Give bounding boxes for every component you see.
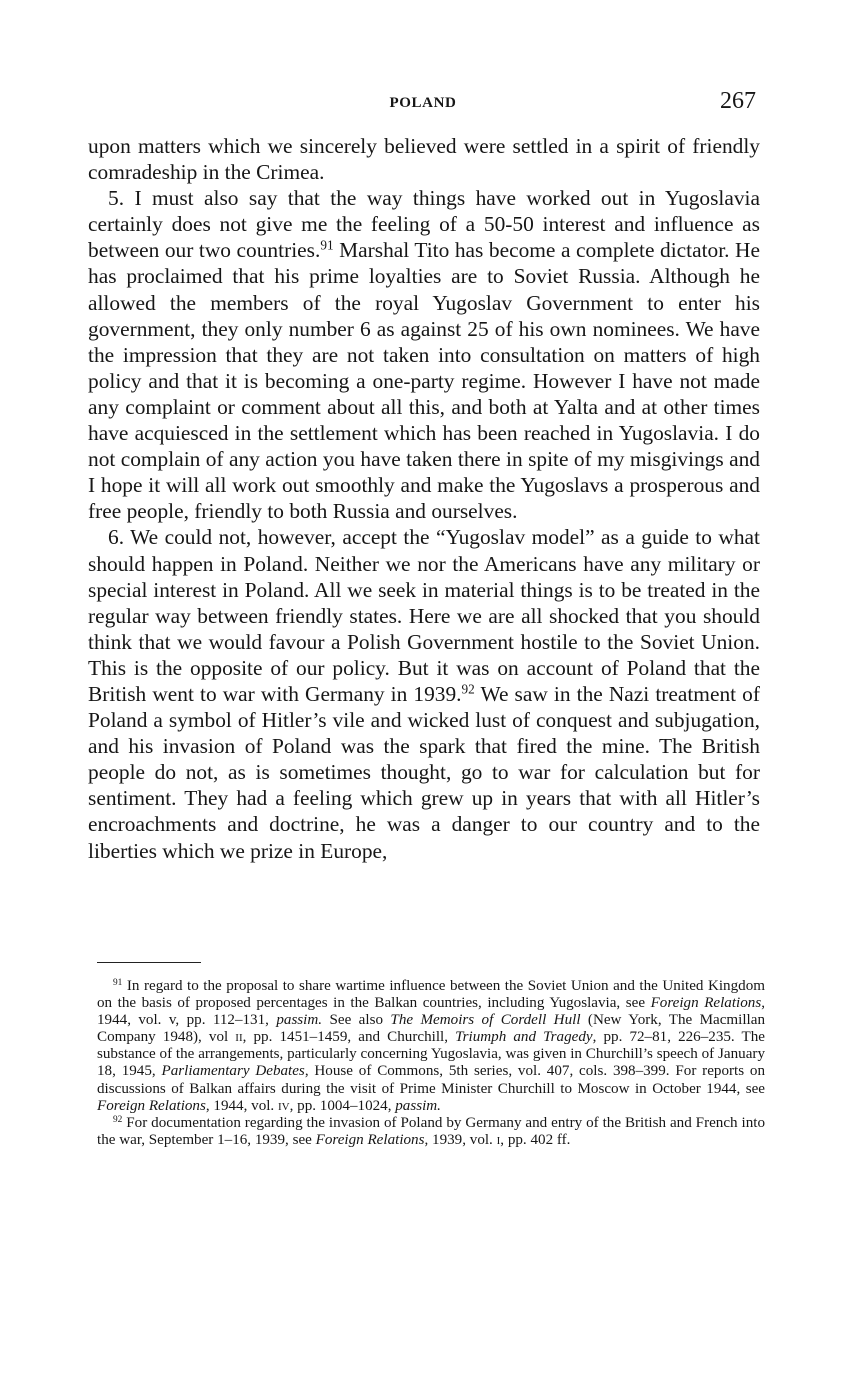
footnote-divider [97, 962, 201, 963]
footnote-number: 92 [113, 1114, 123, 1125]
footnote-number: 91 [113, 977, 123, 988]
footnote-volume: iv [277, 1097, 290, 1114]
footnote-text: In regard to the proposal to share wartime influence between the Soviet Union and the United Kingdom on the basis of proposed percentages in the Balkan countries, including Yugoslavia, see [97, 978, 765, 1012]
paragraph-text: Marshal Tito has become a complete dictator. He has proclaimed that his prime loyalties are to Soviet Russia. Although he allowed the members of the royal Yugoslav Government to enter his government, they only number 6 as against 25 of his own nominees. We have the impression that they are not taken into consultation on matters of high policy and that it is becoming a one-party regime. However I have not made any complaint or comment about all this, and both at Yalta and at other times have acquiesced in the settlement which has been reached in Yugoslavia. I do not complain of any action you have taken there in spite of my misgivings and I hope it will all work out smoothly and make the Yugoslavs a prosperous and free people, friendly to both Russia and ourselves. [88, 238, 760, 524]
footnote-ref-92: 92 [461, 681, 475, 697]
footnote-text: , pp. 1451–1459, and Churchill, [242, 1029, 456, 1046]
paragraph-6 [88, 524, 760, 863]
footnote-text: (New York, The Macmillan Company 1948), vol [97, 1012, 765, 1046]
main-text [88, 133, 760, 864]
footnote-text: , pp. 402 ff. [500, 1131, 571, 1148]
page-number: 267 [720, 88, 756, 114]
footnote-citation: Triumph and Tragedy [455, 1029, 593, 1046]
page-header [88, 88, 758, 122]
footnote-text: , pp. 1004–1024, [289, 1097, 396, 1114]
footnote-text: For documentation regarding the invasion of Poland by Germany and entry of the British and French into the war, September 1–16, 1939, see [97, 1114, 765, 1148]
footnote-citation: Foreign Relations [315, 1131, 425, 1148]
footnote-text: , House of Commons, 5th series, vol. 407, cols. 398–399. For reports on discussions of Balkan affairs during the visit of Prime Minister Churchill to Moscow in October 1944, see [97, 1063, 765, 1097]
footnote-citation: Foreign Relations [97, 1097, 206, 1114]
footnote-text: , pp. 72–81, 226–235. The substance of the arrangements, particularly concerning Yugoslavia, was given in Churchill’s speech of January 18, 1945, [97, 1029, 765, 1080]
paragraph-continued [88, 133, 760, 185]
paragraph-text: upon matters which we sincerely believed were settled in a spirit of friendly comradeship in the Crimea. [88, 134, 760, 185]
footnote-citation: passim. [276, 1012, 323, 1029]
footnote-ref-91: 91 [320, 238, 334, 254]
footnote-text: See also [322, 1012, 391, 1029]
running-title: POLAND [389, 95, 457, 111]
footnote-citation: passim. [395, 1097, 441, 1114]
footnote-91 [97, 978, 765, 1115]
footnote-citation: Foreign Relations [650, 995, 762, 1012]
paragraph-text: 6. We could not, however, accept the “Yugoslav model” as a guide to what should happen in Poland. Neither we nor the Americans have any military or special interest in Poland. All we seek in material things is to be treated in the regular way between friendly states. Here we are all shocked that you should think that we would favour a Polish Government hostile to the Soviet Union. This is the opposite of our policy. But it was on account of Poland that the British went to war with Germany in 1939. [88, 525, 760, 706]
footnote-text: , 1944, vol. [205, 1097, 278, 1114]
footnotes [97, 978, 765, 1149]
footnote-text: , 1939, vol. [424, 1131, 497, 1148]
paragraph-5 [88, 185, 760, 524]
paragraph-text: 5. I must also say that the way things have worked out in Yugoslavia certainly does not give me the feeling of a 50-50 interest and influence as between our two countries. [88, 186, 760, 263]
footnote-volume: i [496, 1131, 501, 1148]
footnote-volume: ii [235, 1029, 243, 1046]
footnote-text: , 1944, vol. v, pp. 112–131, [97, 995, 765, 1029]
footnote-citation: The Memoirs of Cordell Hull [390, 1012, 581, 1029]
footnote-citation: Parliamentary Debates [161, 1063, 305, 1080]
footnote-92 [97, 1115, 765, 1149]
paragraph-text: We saw in the Nazi treatment of Poland a symbol of Hitler’s vile and wicked lust of conquest and subjugation, and his invasion of Poland was the spark that fired the mine. The British people do not, as is sometimes thought, go to war for calculation but for sentiment. They had a feeling which grew up in years that with all Hitler’s encroachments and doctrine, he was a danger to our country and to the liberties which we prize in Europe, [88, 681, 760, 863]
